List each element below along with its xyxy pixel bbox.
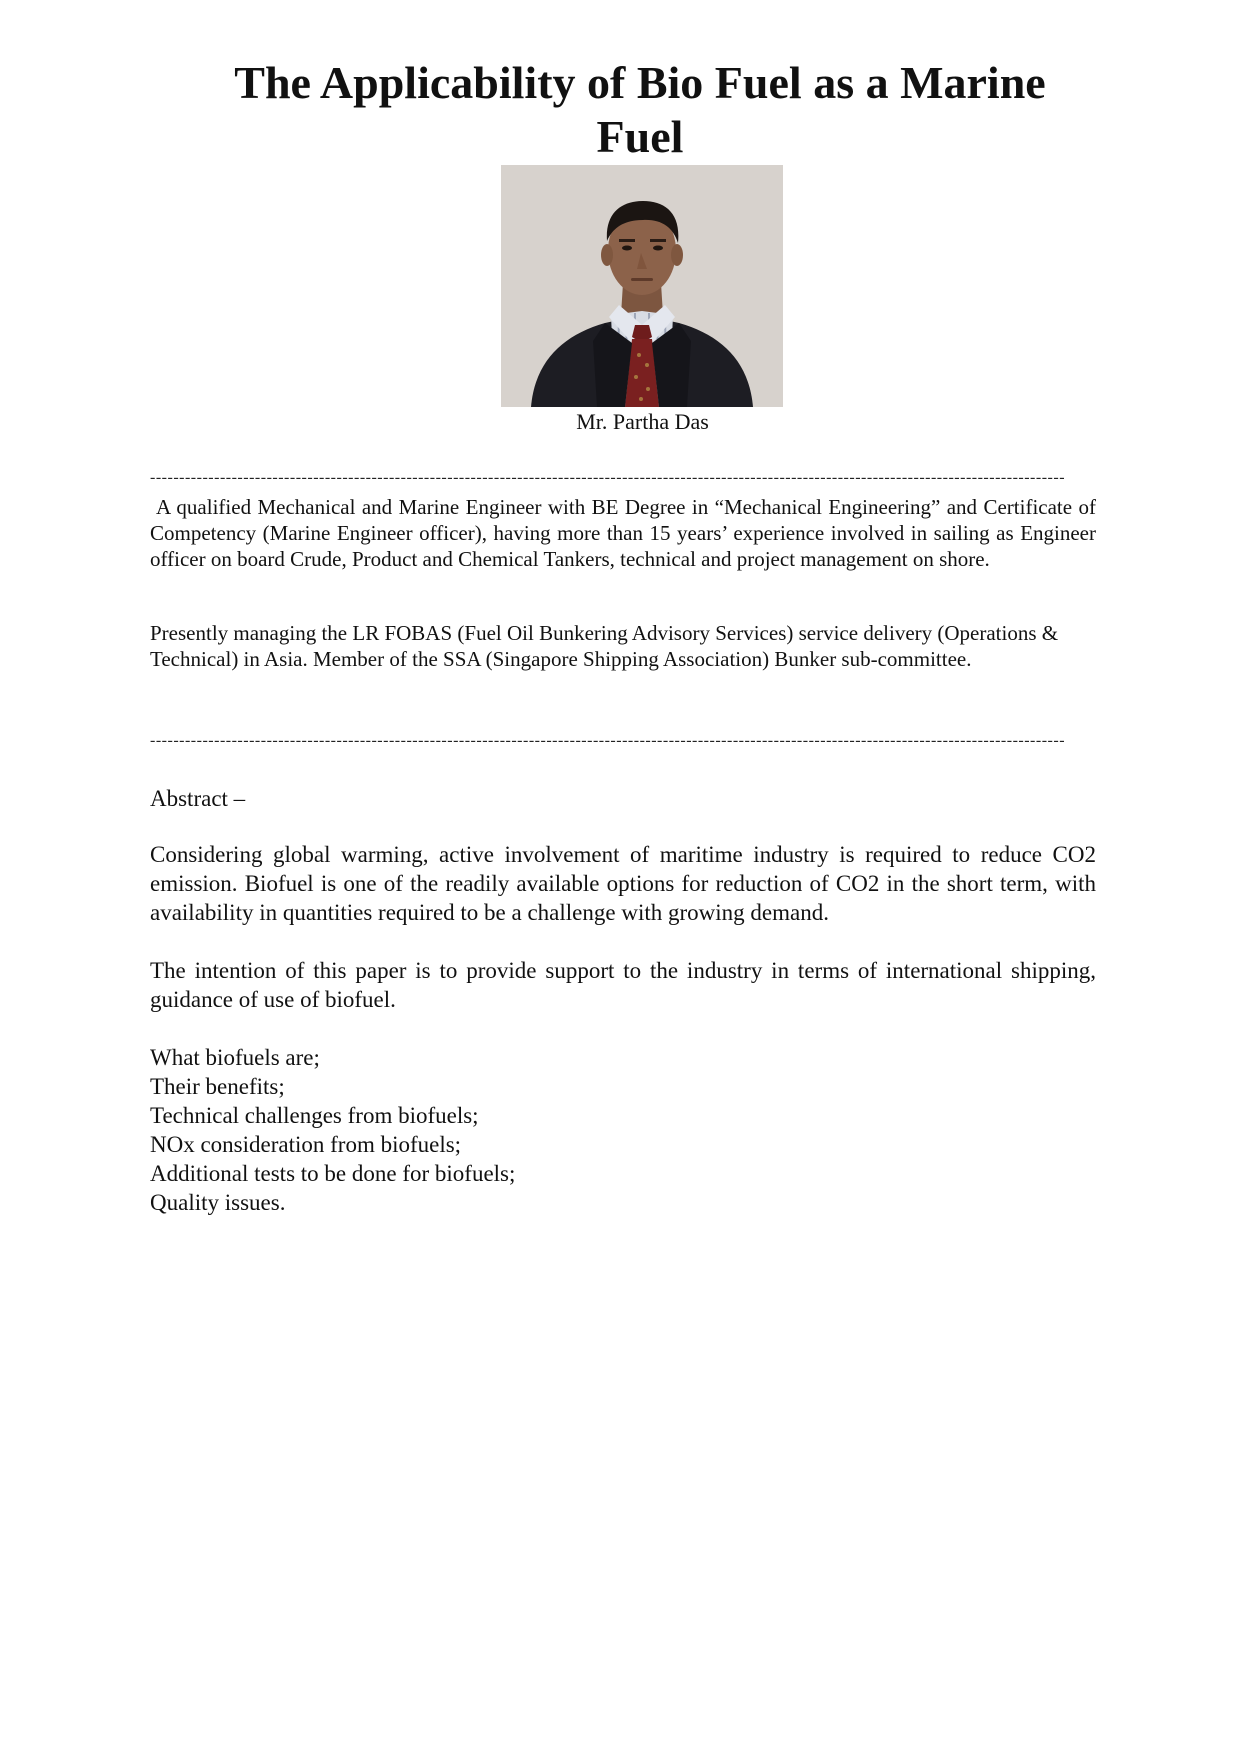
abstract-paragraph: Considering global warming, active involvement of maritime industry is required to reduce CO2 emission. Biofuel is one of the readily available options for reduction of CO2 in the short term, with availability in quantities required to be a challenge with growing demand.	[150, 842, 1096, 925]
author-role-paragraph: Presently managing the LR FOBAS (Fuel Oil Bunkering Advisory Services) service delivery (Operations & Technical) in Asia. Member of the SSA (Singapore Shipping Association) Bunker sub-committee.	[150, 621, 1059, 671]
abstract-topics-list	[150, 1043, 950, 1217]
list-item: Quality issues.	[150, 1190, 286, 1215]
author-bio-paragraph: A qualified Mechanical and Marine Engineer with BE Degree in “Mechanical Engineering” and Certificate of Competency (Marine Engineer officer), having more than 15 years’ experience involved in sailing as Engineer officer on board Crude, Product and Chemical Tankers, technical and project management on shore.	[150, 495, 1096, 571]
list-item: Their benefits;	[150, 1074, 285, 1099]
list-item: NOx consideration from biofuels;	[150, 1132, 462, 1157]
author-name: Mr. Partha Das	[576, 409, 709, 434]
paper-title: The Applicability of Bio Fuel as a Marine Fuel	[234, 57, 1046, 162]
separator-line-top: -------------------------------------------------------------------------------------------------------------------------------------------------------------	[150, 469, 1066, 486]
list-item: What biofuels are;	[150, 1045, 320, 1070]
separator-line-bottom: -------------------------------------------------------------------------------------------------------------------------------------------------------------	[150, 732, 1066, 749]
list-item: Technical challenges from biofuels;	[150, 1103, 479, 1128]
list-item: Additional tests to be done for biofuels;	[150, 1161, 516, 1186]
abstract-paragraph: The intention of this paper is to provide support to the industry in terms of international shipping, guidance of use of biofuel.	[150, 958, 1096, 1012]
abstract-heading: Abstract –	[150, 786, 246, 811]
author-photo	[501, 165, 783, 407]
